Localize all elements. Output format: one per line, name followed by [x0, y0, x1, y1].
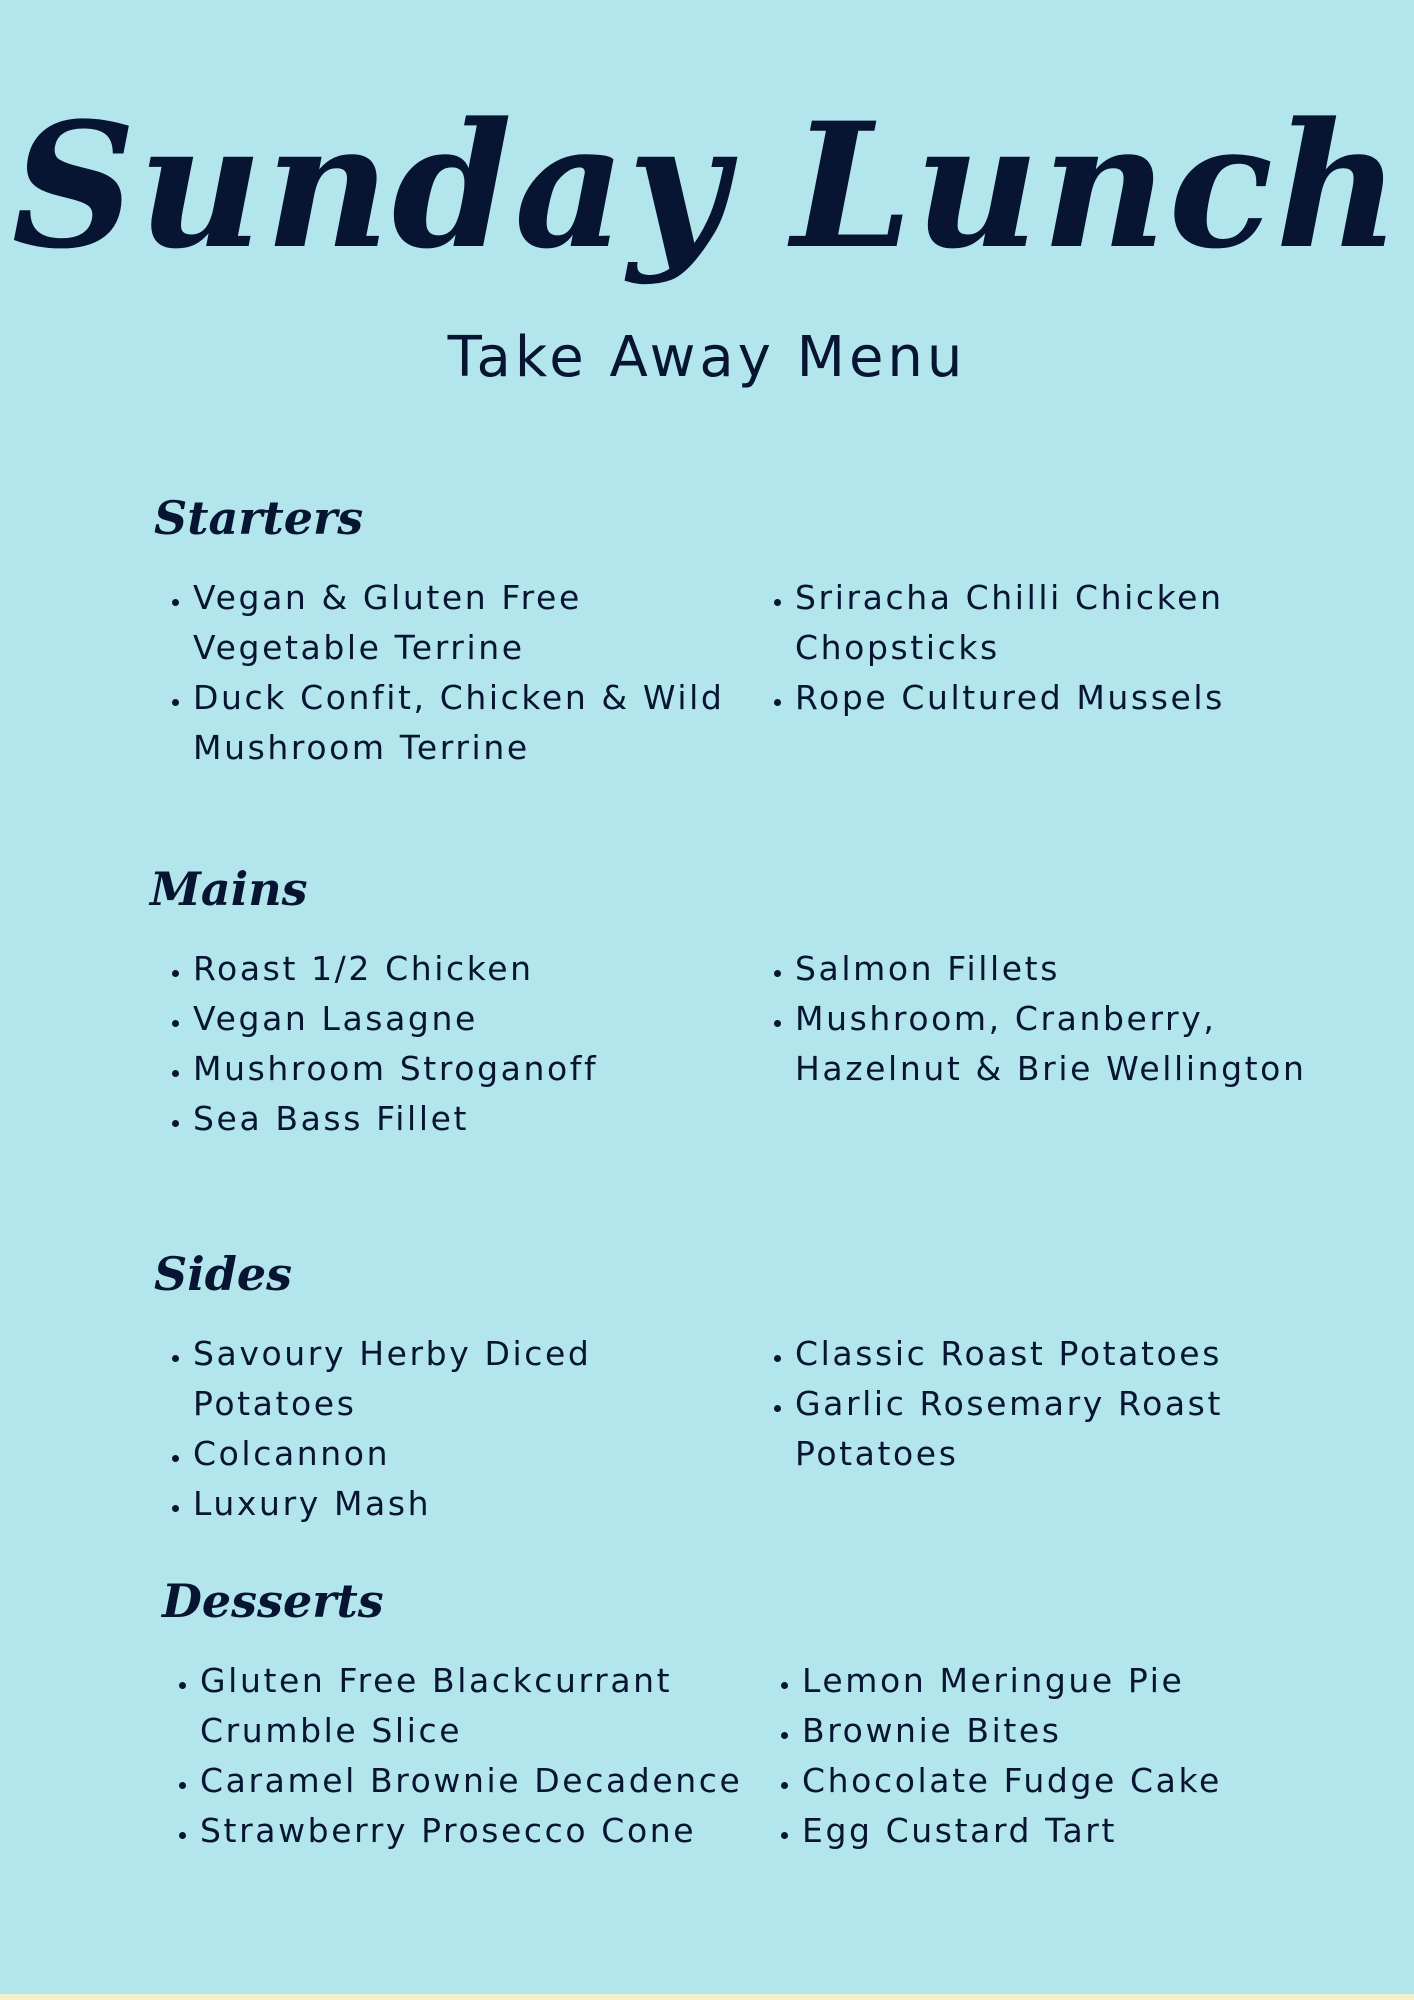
menu-item: • Mushroom Stroganoff: [193, 1044, 738, 1094]
sides-left-list: [155, 1329, 753, 1529]
starters-left-list: [155, 573, 738, 773]
menu-item: • Egg Custard Tart: [802, 1806, 1347, 1856]
mains-left-list: [155, 944, 738, 1144]
section-heading: Mains: [150, 862, 308, 916]
section-heading: Desserts: [162, 1574, 384, 1628]
menu-item: • Caramel Brownie Decadence: [200, 1756, 745, 1806]
menu-item: • Sriracha Chilli Chicken Chopsticks: [795, 573, 1340, 673]
menu-item: • Gluten Free Blackcurrant Crumble Slice: [200, 1656, 745, 1756]
menu-item: • Chocolate Fudge Cake: [802, 1756, 1347, 1806]
menu-item: • Garlic Rosemary Roast Potatoes: [795, 1379, 1340, 1479]
menu-item: • Luxury Mash: [193, 1479, 753, 1529]
sides-right-list: [757, 1329, 1340, 1479]
desserts-right-list: [764, 1656, 1347, 1856]
section-heading: Sides: [154, 1247, 293, 1301]
menu-item: • Mushroom, Cranberry, Hazelnut & Brie Wellington: [795, 994, 1340, 1094]
section-heading: Starters: [154, 491, 364, 545]
menu-item: • Duck Confit, Chicken & Wild Mushroom Terrine: [193, 673, 738, 773]
mains-right-list: [757, 944, 1340, 1094]
menu-item: • Rope Cultured Mussels: [795, 673, 1340, 723]
menu-item: • Lemon Meringue Pie: [802, 1656, 1347, 1706]
starters-right-list: [757, 573, 1340, 723]
menu-item: • Colcannon: [193, 1429, 753, 1479]
menu-item: • Vegan & Gluten Free Vegetable Terrine: [193, 573, 738, 673]
menu-item: • Classic Roast Potatoes: [795, 1329, 1340, 1379]
desserts-left-list: [162, 1656, 745, 1856]
menu-subtitle: Take Away Menu: [447, 325, 967, 390]
menu-item: • Sea Bass Fillet: [193, 1094, 738, 1144]
menu-item: • Roast 1/2 Chicken: [193, 944, 738, 994]
menu-item: • Savoury Herby Diced Potatoes: [193, 1329, 753, 1429]
menu-item: • Brownie Bites: [802, 1706, 1347, 1756]
menu-item: • Vegan Lasagne: [193, 994, 738, 1044]
menu-item: • Salmon Fillets: [795, 944, 1340, 994]
menu-title: Sunday Lunch: [11, 84, 1403, 287]
menu-item: • Strawberry Prosecco Cone: [200, 1806, 745, 1856]
